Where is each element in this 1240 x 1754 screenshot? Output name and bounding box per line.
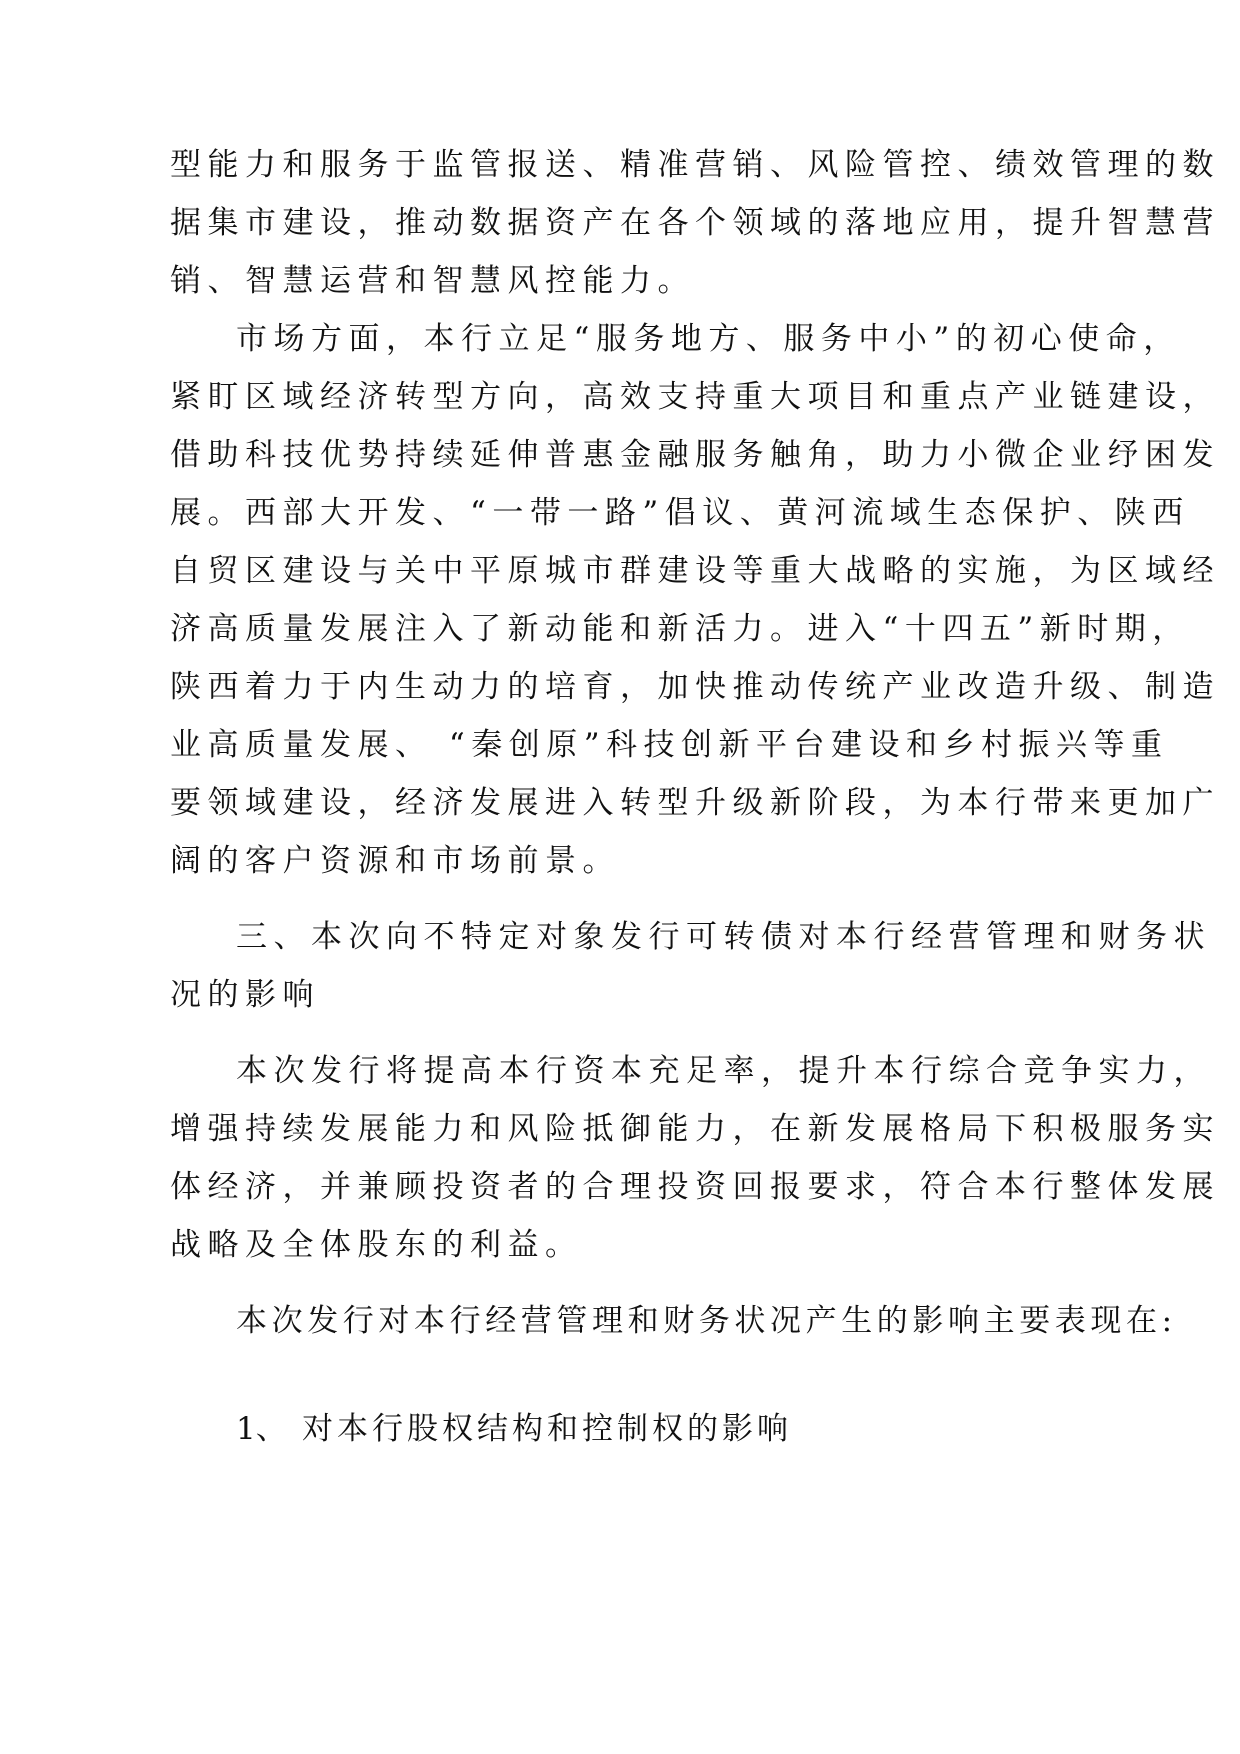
text-line: 紧盯区域经济转型方向，高效支持重大项目和重点产业链建设， (170, 379, 1220, 415)
list-item-number: 1、 (236, 1411, 287, 1447)
text-line: 体经济，并兼顾投资者的合理投资回报要求，符合本行整体发展 (170, 1169, 1220, 1205)
text-line: 要领域建设，经济发展进入转型升级新阶段，为本行带来更加广 (170, 785, 1220, 821)
text-line: 阔的客户资源和市场前景。 (170, 843, 620, 879)
text-line: 销、智慧运营和智慧风控能力。 (170, 263, 695, 299)
text-line: 增强持续发展能力和风险抵御能力，在新发展格局下积极服务实 (170, 1111, 1220, 1147)
text-line: 本次发行对本行经营管理和财务状况产生的影响主要表现在: (236, 1303, 1177, 1339)
text-line: 业高质量发展、 “秦创原”科技创新平台建设和乡村振兴等重 (170, 727, 1169, 763)
text-line: 战略及全体股东的利益。 (170, 1227, 583, 1263)
text-line: 型能力和服务于监管报送、精准营销、风险管控、绩效管理的数 (170, 147, 1220, 183)
list-item-text: 对本行股权结构和控制权的影响 (302, 1411, 792, 1447)
text-line: 市场方面，本行立足“服务地方、服务中小”的初心使命， (236, 321, 1181, 357)
text-line: 据集市建设，推动数据资产在各个领域的落地应用，提升智慧营 (170, 205, 1220, 241)
text-line: 济高质量发展注入了新动能和新活力。进入“十四五”新时期， (170, 611, 1190, 647)
text-line: 借助科技优势持续延伸普惠金融服务触角，助力小微企业纾困发 (170, 437, 1220, 473)
heading-line: 况的影响 (170, 977, 320, 1013)
text-line: 陕西着力于内生动力的培育，加快推动传统产业改造升级、制造 (170, 669, 1220, 705)
text-line: 本次发行将提高本行资本充足率，提升本行综合竞争实力， (236, 1053, 1211, 1089)
text-line: 自贸区建设与关中平原城市群建设等重大战略的实施，为区域经 (170, 553, 1220, 589)
text-line: 展。西部大开发、“一带一路”倡议、黄河流域生态保护、陕西 (170, 495, 1190, 531)
heading-line: 三、本次向不特定对象发行可转债对本行经营管理和财务状 (236, 919, 1211, 955)
